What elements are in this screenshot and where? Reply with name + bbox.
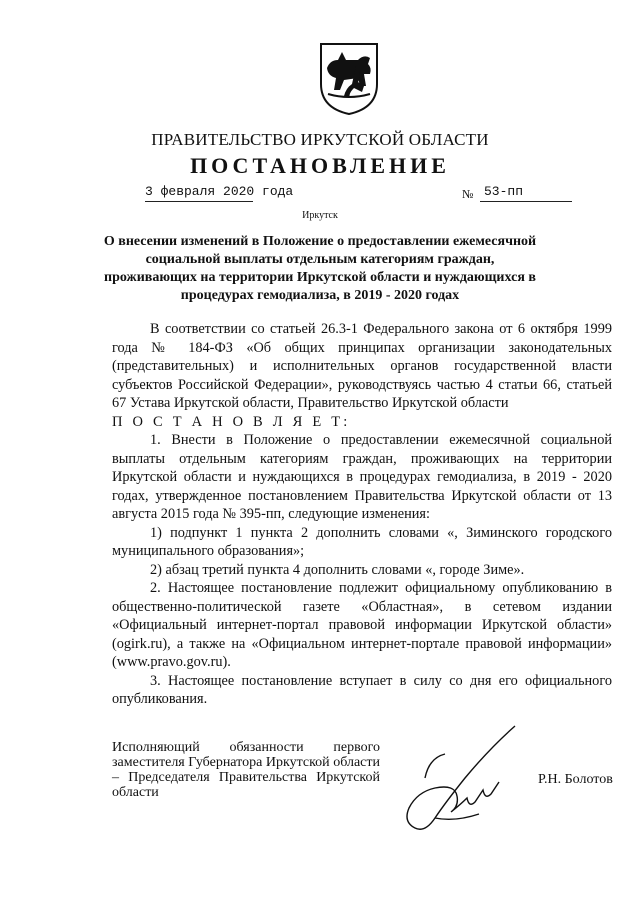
item-1-paragraph: 1. Внести в Положение о предоставлении ежемесячной социальной выплаты отдельным категориям граждан, проживающих на территории Иркутской области и нуждающихся в процедурах гемодиализа, в 2019 - 2020 годах, утвержденное постановлением Правительства Иркутской области от 13 августа 2015 года № 395-пп, следующие изменения:	[112, 432, 612, 522]
document-date: 3 февраля 2020 года	[145, 184, 253, 202]
document-title: О внесении изменений в Положение о предоставлении ежемесячной социальной выплаты отдельным категориям граждан, проживающих на территории Иркутской области и нуждающихся в процедурах гемодиализа, в 2019 - 2020 годах	[103, 234, 537, 303]
item-2-paragraph: 2. Настоящее постановление подлежит официальному опубликованию в общественно-политической газете «Областная», в сетевом издании «Официальный интернет-портал правовой информации Иркутской области» (ogirk.ru), а также на «Официальном интернет-портале правовой информации» (www.pravo.gov.ru).	[112, 580, 612, 670]
irkutsk-coat-of-arms-icon	[318, 38, 380, 116]
preamble-paragraph: В соответствии со статьей 26.3-1 Федерального закона от 6 октября 1999 года № 184-ФЗ «Об общих принципах организации законодательных (представительных) и исполнительных органов государственной власти субъектов Российской Федерации», руководствуясь частью 4 статьи 66, статьей 67 Устава Иркутской области, Правительство Иркутской области	[112, 321, 612, 411]
document-number: 53-пп	[480, 184, 572, 202]
document-body	[112, 320, 612, 709]
document-type: ПОСТАНОВЛЕНИЕ	[190, 153, 450, 178]
document-city: Иркутск	[302, 210, 338, 221]
item-1-1-paragraph: 1) подпункт 1 пункта 2 дополнить словами «, Зиминского городского муниципального образования»;	[112, 524, 612, 559]
signatory-position: Исполняющий обязанности первого заместителя Губернатора Иркутской области – Председателя Правительства Иркутской области	[112, 740, 380, 800]
item-1-2-paragraph: 2) абзац третий пункта 4 дополнить словами «, городе Зиме».	[150, 561, 525, 578]
number-sign: №	[462, 187, 474, 201]
government-name: ПРАВИТЕЛЬСТВО ИРКУТСКОЙ ОБЛАСТИ	[151, 130, 489, 149]
item-3-paragraph: 3. Настоящее постановление вступает в силу со дня его официального опубликования.	[112, 672, 612, 707]
resolves-heading: П О С Т А Н О В Л Я Е Т:	[112, 413, 351, 430]
handwritten-signature	[395, 718, 525, 843]
signatory-name: Р.Н. Болотов	[538, 772, 613, 787]
